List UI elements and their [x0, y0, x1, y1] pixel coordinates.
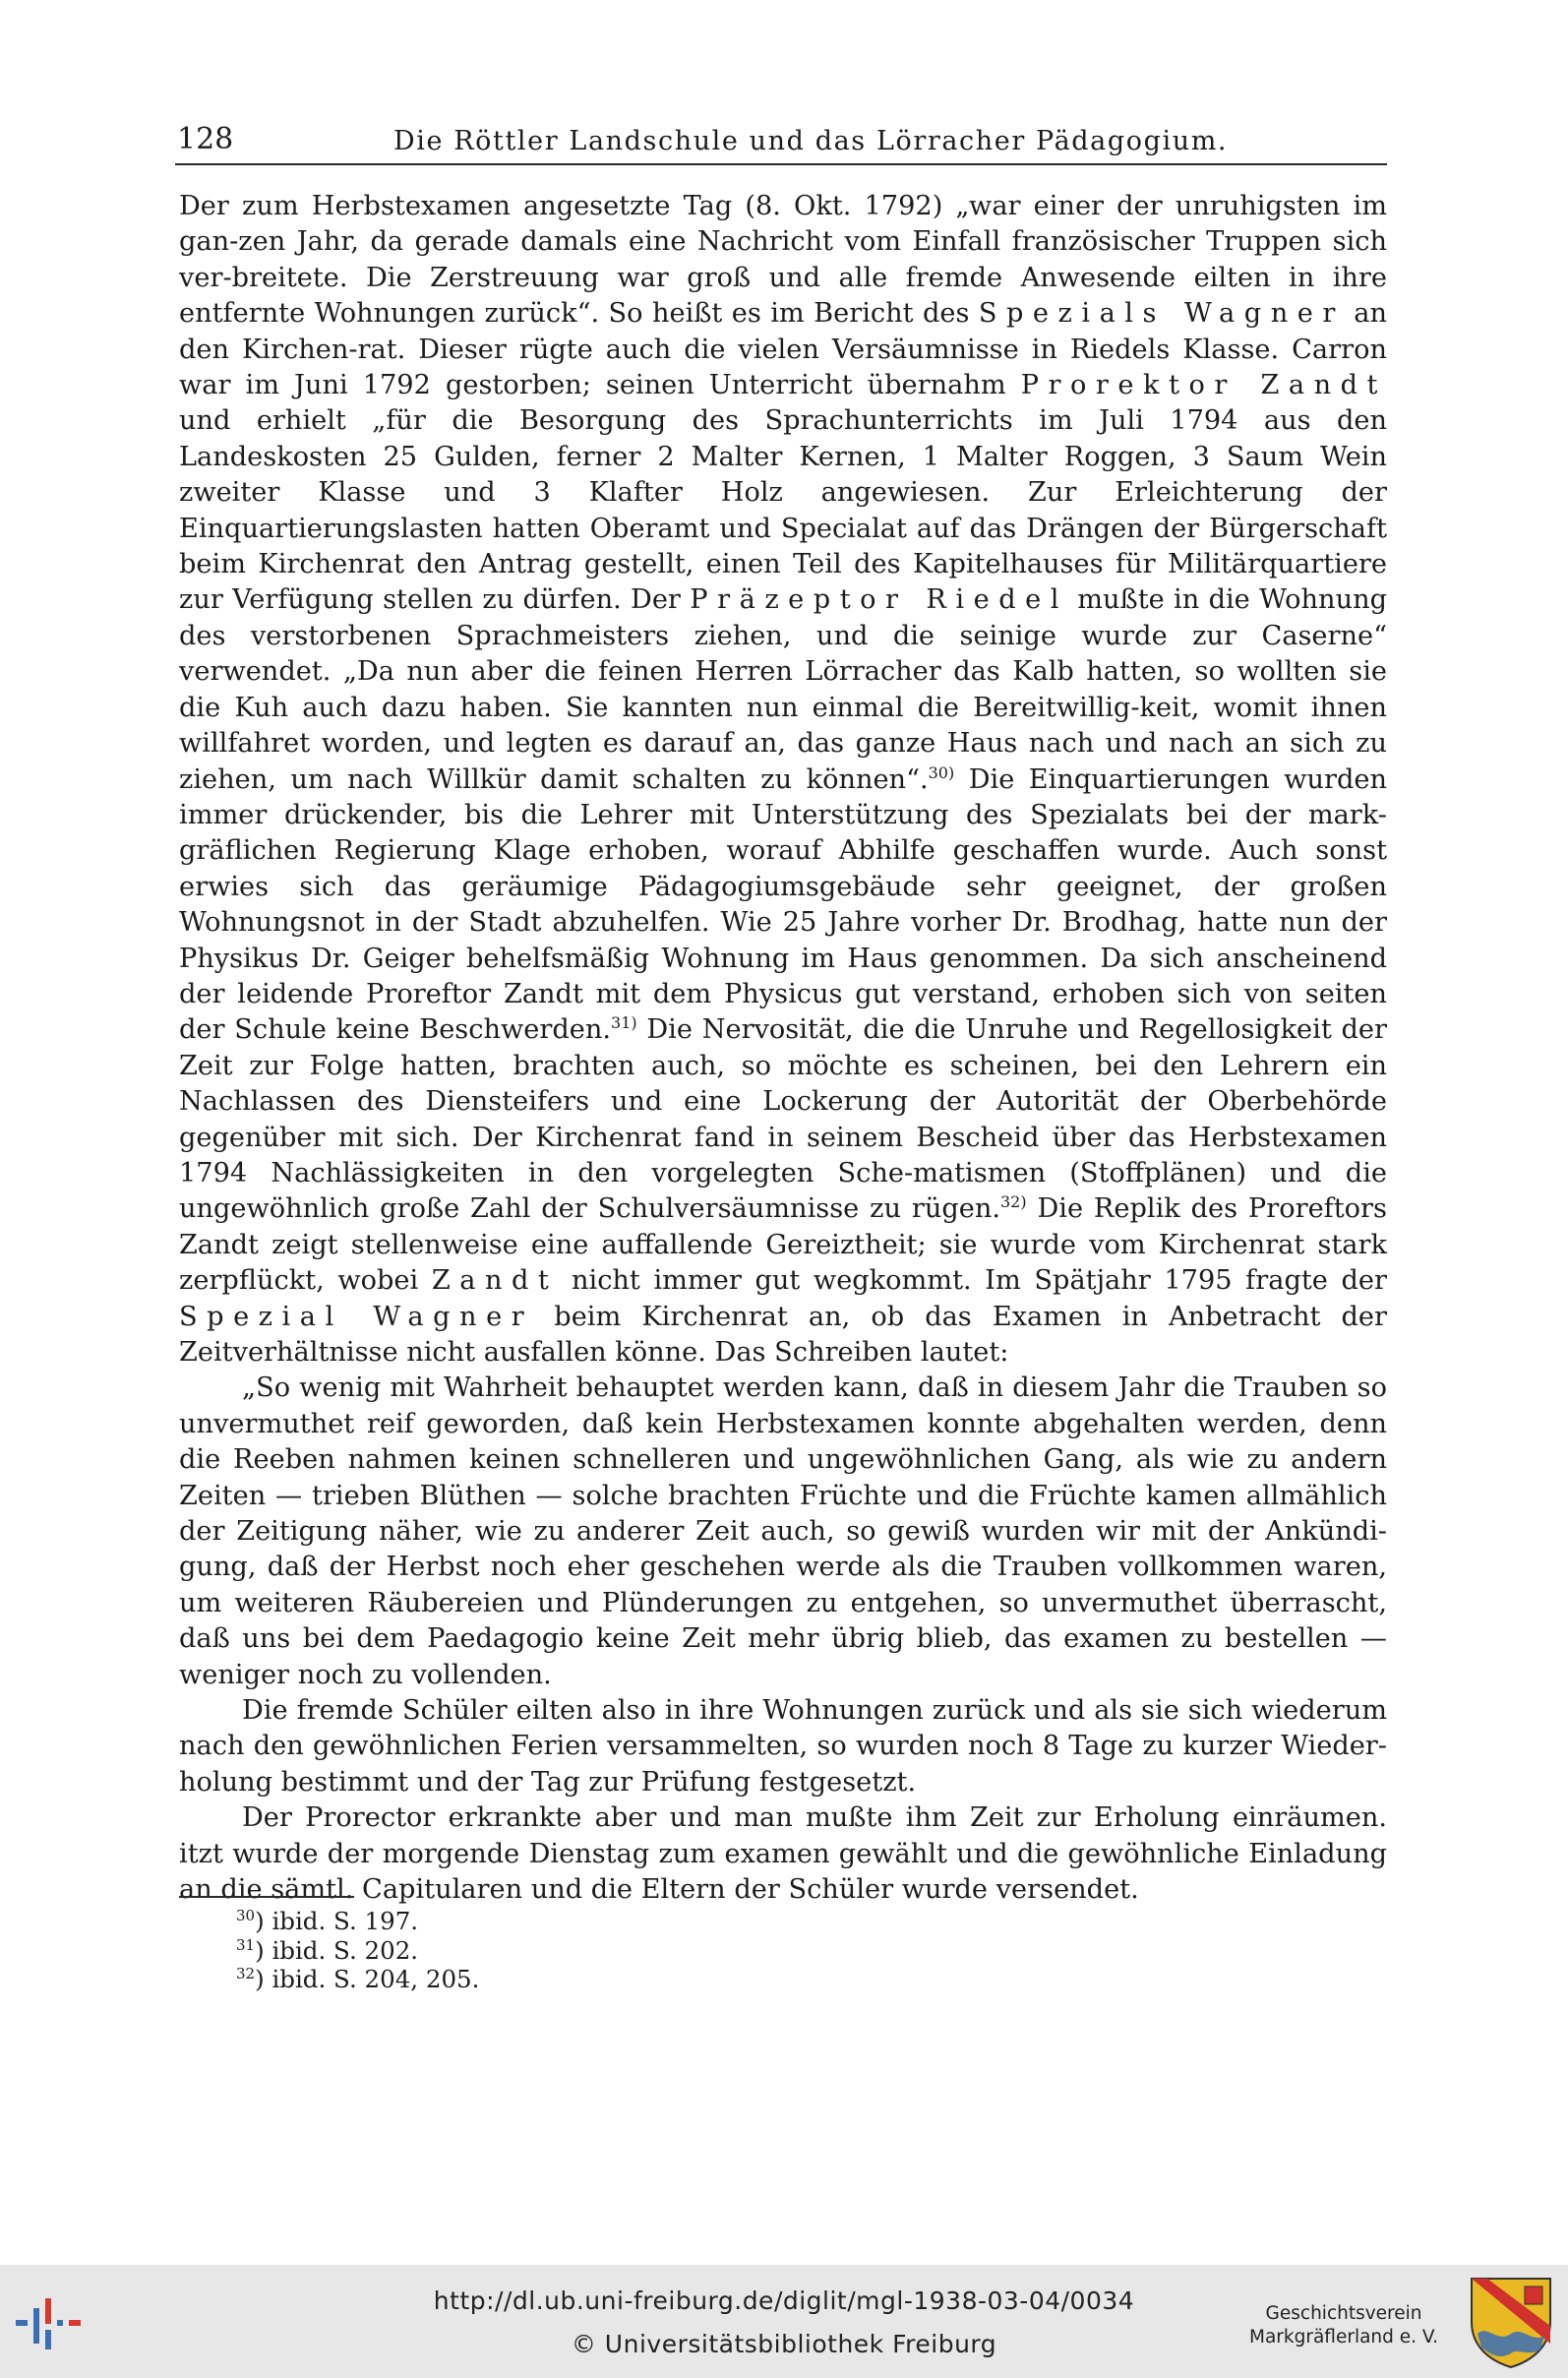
text-run: Die Nervosität, die die Unruhe und Regellosigkeit der Zeit zur Folge hatten, brachten auch, so möchte es scheinen, bei den Lehrern ein Nachlassen des Diensteifers und eine Lockerung der Autorität der Oberbehörde gegenüber mit sich. Der Kirchenrat fand in seinem Bescheid über das Herbstexamen 1794 Nachlässigkeiten in den vorgelegten Sche-matismen (Stoffplänen) und die ungewöhnlich große Zahl der Schulversäumnisse zu rügen.: [179, 1014, 1387, 1225]
quote-paragraph: Die fremde Schüler eilten also in ihre Wohnungen zurück und als sie sich wiederum nach den gewöhnlichen Ferien versammelten, so wurden noch 8 Tage zu kurzer Wieder-holung bestimmt und der Tag zur Prüfung festgesetzt.: [179, 1695, 1387, 1798]
running-title: Die Röttler Landschule und das Lörracher Pädagogium.: [393, 126, 1229, 156]
text-run: an den Kirchen-rat. Dieser rügte auch die vielen Versäumnisse in Riedels Klasse. Carron war im Juni 1792 gestorben; seinen Unterricht übernahm: [179, 298, 1387, 401]
spaced-name: Spezial Wagner: [179, 1301, 534, 1332]
footnote-text: ) ibid. S. 197.: [255, 1907, 419, 1935]
url-link[interactable]: http://dl.ub.uni-freiburg.de/diglit/mgl-1938-03-04/0034: [433, 2287, 1135, 2315]
text-run: Der zum Herbstexamen angesetzte Tag (8. Okt. 1792) „war einer der unruhigsten im gan-zen Jahr, da gerade damals eine Nachricht vom Einfall französischer Truppen sich ver-breitete. Die Zerstreuung war groß und alle fremde Anwesende eilten in ihre entfernte Wohnungen zurück“. So heißt es im Bericht des: [179, 191, 1387, 330]
text-run: beim Kirchenrat an, ob das Examen in Anbetracht der Zeitverhältnisse nicht ausfallen könne. Das Schreiben lautet:: [179, 1301, 1387, 1368]
society-line: Markgräflerland e. V.: [1249, 2327, 1439, 2348]
page-header: [175, 118, 1387, 165]
coat-of-arms-icon: [1468, 2275, 1554, 2369]
footnote-mark: 32: [236, 1964, 256, 1982]
society-name: [1249, 2302, 1438, 2349]
quote-paragraph: Der Prorector erkrankte aber und man mußte ihm Zeit zur Erholung einräumen. itzt wurde der morgende Dienstag zum examen gewählt und die gewöhnliche Einladung an die sämtl. Capitularen und die Eltern der Schüler wurde versendet.: [179, 1802, 1387, 1906]
footnotes: [236, 1907, 479, 1994]
footnote-text: ) ibid. S. 202.: [255, 1935, 419, 1965]
footnote-mark: 31: [236, 1935, 256, 1954]
footnote: [236, 1907, 479, 1936]
footer-bar: [0, 2265, 1568, 2378]
spaced-name: Spezials Wagner: [978, 298, 1345, 330]
footnote-rule: [179, 1896, 354, 1898]
spaced-name: Prorektor Zandt: [1020, 370, 1387, 401]
page-number: 128: [177, 122, 234, 156]
footnote: [236, 1965, 479, 1994]
text-run: mußte in die Wohnung des verstorbenen Sprachmeisters ziehen, und die seinige wurde zur Caserne“ verwendet. „Da nun aber die feinen Herren Lörracher das Kalb hatten, so wollten sie die Kuh auch dazu haben. Sie kannten nun einmal die Bereitwillig-keit, womit ihnen willfahret worden, und legten es darauf an, das ganze Haus nach und nach an sich zu ziehen, um nach Willkür damit schalten zu können“.: [179, 584, 1387, 795]
footnote-mark: 30: [236, 1906, 256, 1924]
text-run: und erhielt „für die Besorgung des Sprachunterrichts im Juli 1794 aus den Landeskosten 25 Gulden, ferner 2 Malter Kernen, 1 Malter Roggen, 3 Saum Wein zweiter Klasse und 3 Klafter Holz angewiesen. Zur Erleichterung der Einquartierungslasten hatten Oberamt und Specialat auf das Drängen der Bürgerschaft beim Kirchenrat den Antrag gestellt, einen Teil des Kapitelhauses für Militärquartiere zur Verfügung stellen zu dürfen. Der: [179, 405, 1387, 616]
text-run: Die Einquartierungen wurden immer drückender, bis die Lehrer mit Unterstützung des Spezialats bei der mark-gräflichen Regierung Klage erhoben, worauf Abhilfe geschaffen wurde. Auch sonst erwies sich das geräumige Pädagogiumsgebäude sehr geeignet, der großen Wohnungsnot in der Stadt abzuhelfen. Wie 25 Jahre vorher Dr. Brodhag, hatte nun der Physikus Dr. Geiger behelfsmäßig Wohnung im Haus genommen. Da sich anscheinend der leidende Proreftor Zandt mit dem Physicus gut verstand, erhoben sich von seiten der Schule keine Beschwerden.: [179, 763, 1387, 1046]
quote-paragraph: „So wenig mit Wahrheit behauptet werden kann, daß in diesem Jahr die Trauben so unvermuthet reif geworden, daß kein Herbstexamen konnte abgehalten werden, denn die Reeben nahmen keinen schnelleren und ungewöhnlichen Gang, als wie zu andern Zeiten — trieben Blüthen — solche brachten Früchte und die Früchte kamen allmählich der Zeitigung näher, wie zu anderer Zeit auch, so gewiß wurden wir mit der Ankündi-gung, daß der Herbst noch eher geschehen werde als die Trauben vollkommen waren, um weiteren Räubereien und Plünderungen zu entgehen, so unvermuthet überrascht, daß uns bei dem Paedagogio keine Zeit mehr übrig blieb, das examen zu bestellen — weniger noch zu vollenden.: [179, 1372, 1387, 1690]
paragraph-1: [179, 189, 1387, 1371]
society-line: Geschichtsverein: [1265, 2303, 1422, 2324]
text-run: nicht immer gut wegkommt. Im Spätjahr 1795 fragte der: [558, 1265, 1387, 1297]
footnote-text: ) ibid. S. 204, 205.: [255, 1965, 480, 1993]
spaced-name: Präzeptor Riedel: [690, 584, 1068, 616]
footnote-ref: 30): [928, 762, 955, 782]
footnote: [236, 1936, 479, 1966]
footnote-ref: 31): [611, 1013, 637, 1033]
spaced-name: Zandt: [431, 1265, 559, 1297]
body-text: [179, 189, 1387, 1909]
text-run: Die Replik des Proreftors Zandt zeigt stellenweise eine auffallende Gereiztheit; sie wurde vom Kirchenrat stark zerpflückt, wobei: [179, 1193, 1387, 1297]
copyright-notice: © Universitätsbibliothek Freiburg: [571, 2330, 997, 2358]
footnote-ref: 32): [999, 1192, 1027, 1212]
